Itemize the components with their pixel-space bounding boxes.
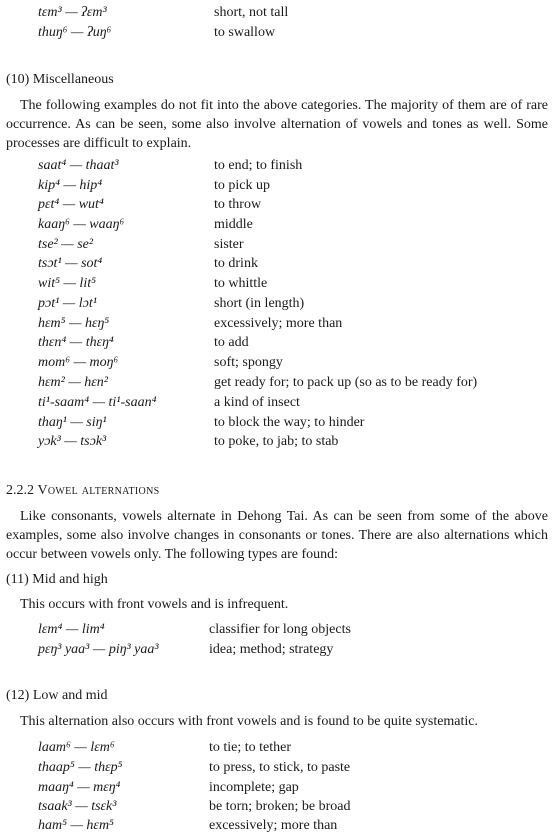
example-row [0, 433, 553, 453]
example-gloss: to drink [214, 256, 258, 271]
example-gloss: incomplete; gap [209, 780, 299, 795]
section-heading: (12) Low and mid [6, 688, 108, 703]
subsection-paragraph: Like consonants, vowels alternate in Dehong Tai. As can be seen from some of the above examples, some also involve changes in consonants or tones. There are also alternations which occur between vowels only. The following types are found: [6, 509, 548, 562]
example-row [0, 334, 553, 354]
example-form: mom⁶ — moŋ⁶ [38, 355, 119, 370]
example-gloss: idea; method; strategy [209, 642, 334, 657]
example-gloss: get ready for; to pack up (so as to be ready for) [214, 375, 478, 390]
example-row [0, 394, 553, 414]
example-row [0, 315, 553, 335]
section-heading: (11) Mid and high [6, 572, 108, 587]
example-gloss: to end; to finish [214, 158, 303, 173]
example-gloss: to swallow [214, 25, 276, 40]
example-gloss: soft; spongy [214, 355, 283, 370]
example-row [0, 24, 553, 44]
example-form: lɛm⁴ — lim⁴ [38, 622, 105, 637]
example-form: pɔt¹ — lɔt¹ [38, 296, 97, 311]
example-gloss: to tie; to tether [209, 740, 292, 755]
example-row [0, 354, 553, 374]
example-gloss: excessively; more than [209, 818, 338, 833]
example-form: hɛm² — hɛn² [38, 375, 108, 390]
example-row [0, 4, 553, 24]
example-gloss: classifier for long objects [209, 622, 351, 637]
example-row [0, 621, 553, 641]
example-form: hɛm⁵ — hɛŋ⁵ [38, 316, 110, 331]
example-gloss: to pick up [214, 178, 270, 193]
example-row [0, 255, 553, 275]
example-gloss: excessively; more than [214, 316, 343, 331]
example-row [0, 414, 553, 434]
example-form: wit⁵ — lit⁵ [38, 276, 96, 291]
section-intro: This alternation also occurs with front vowels and is found to be quite systematic. [20, 714, 479, 729]
example-form: kip⁴ — hip⁴ [38, 178, 103, 193]
example-form: maaŋ⁴ — mɛŋ⁴ [38, 780, 121, 795]
example-row [0, 157, 553, 177]
example-form: thɛn⁴ — thɛŋ⁴ [38, 335, 114, 350]
example-gloss: short (in length) [214, 296, 305, 311]
example-gloss: sister [214, 237, 244, 252]
section-paragraph: The following examples do not fit into the above categories. The majority of them are of rare occurrence. As can be seen, some also involve alternation of vowels and tones as well. Some processes are difficult to explain. [6, 98, 548, 151]
example-gloss: to throw [214, 197, 262, 212]
example-gloss: to whittle [214, 276, 268, 291]
example-row [0, 759, 553, 779]
subsection-heading [6, 482, 159, 500]
example-form: tsaak³ — tsɛk³ [38, 799, 117, 814]
example-form: ham⁵ — hɛm⁵ [38, 818, 114, 833]
example-row [0, 236, 553, 256]
example-gloss: to add [214, 335, 249, 350]
example-row [0, 216, 553, 236]
example-gloss: be torn; broken; be broad [209, 799, 351, 814]
example-gloss: to block the way; to hinder [214, 415, 365, 430]
example-form: kaaŋ⁶ — waaŋ⁶ [38, 217, 125, 232]
example-row [0, 641, 553, 661]
example-row [0, 295, 553, 315]
example-form: pɛŋ³ yaa³ — piŋ³ yaa³ [38, 642, 159, 657]
example-row [0, 817, 553, 837]
example-form: saat⁴ — thaat³ [38, 158, 119, 173]
example-form: thaap⁵ — thɛp⁵ [38, 760, 123, 775]
example-gloss: short, not tall [214, 5, 289, 20]
example-form: tsɔt¹ — sot⁴ [38, 256, 103, 271]
example-gloss: middle [214, 217, 253, 232]
example-gloss: a kind of insect [214, 395, 300, 410]
example-row [0, 374, 553, 394]
example-row [0, 177, 553, 197]
example-row [0, 779, 553, 799]
section-intro: This occurs with front vowels and is infrequent. [20, 597, 289, 612]
example-form: tɛm³ — ʔɛm³ [38, 5, 107, 20]
example-form: yɔk³ — tsɔk³ [38, 434, 107, 449]
example-gloss: to poke, to jab; to stab [214, 434, 339, 449]
example-row [0, 275, 553, 295]
example-form: thaŋ¹ — siŋ¹ [38, 415, 107, 430]
example-row [0, 196, 553, 216]
example-gloss: to press, to stick, to paste [209, 760, 351, 775]
example-form: ti¹-saam⁴ — ti¹-saan⁴ [38, 395, 157, 410]
example-form: laam⁶ — lɛm⁶ [38, 740, 115, 755]
example-form: tse² — se² [38, 237, 94, 252]
example-form: thuŋ⁶ — ʔuŋ⁶ [38, 25, 112, 40]
example-row [0, 798, 553, 818]
example-row [0, 739, 553, 759]
subsection-number: 2.2.2 [6, 483, 34, 498]
section-heading: (10) Miscellaneous [6, 72, 114, 87]
subsection-title: Vowel alternations [37, 483, 160, 498]
example-form: pɛt⁴ — wut⁴ [38, 197, 104, 212]
